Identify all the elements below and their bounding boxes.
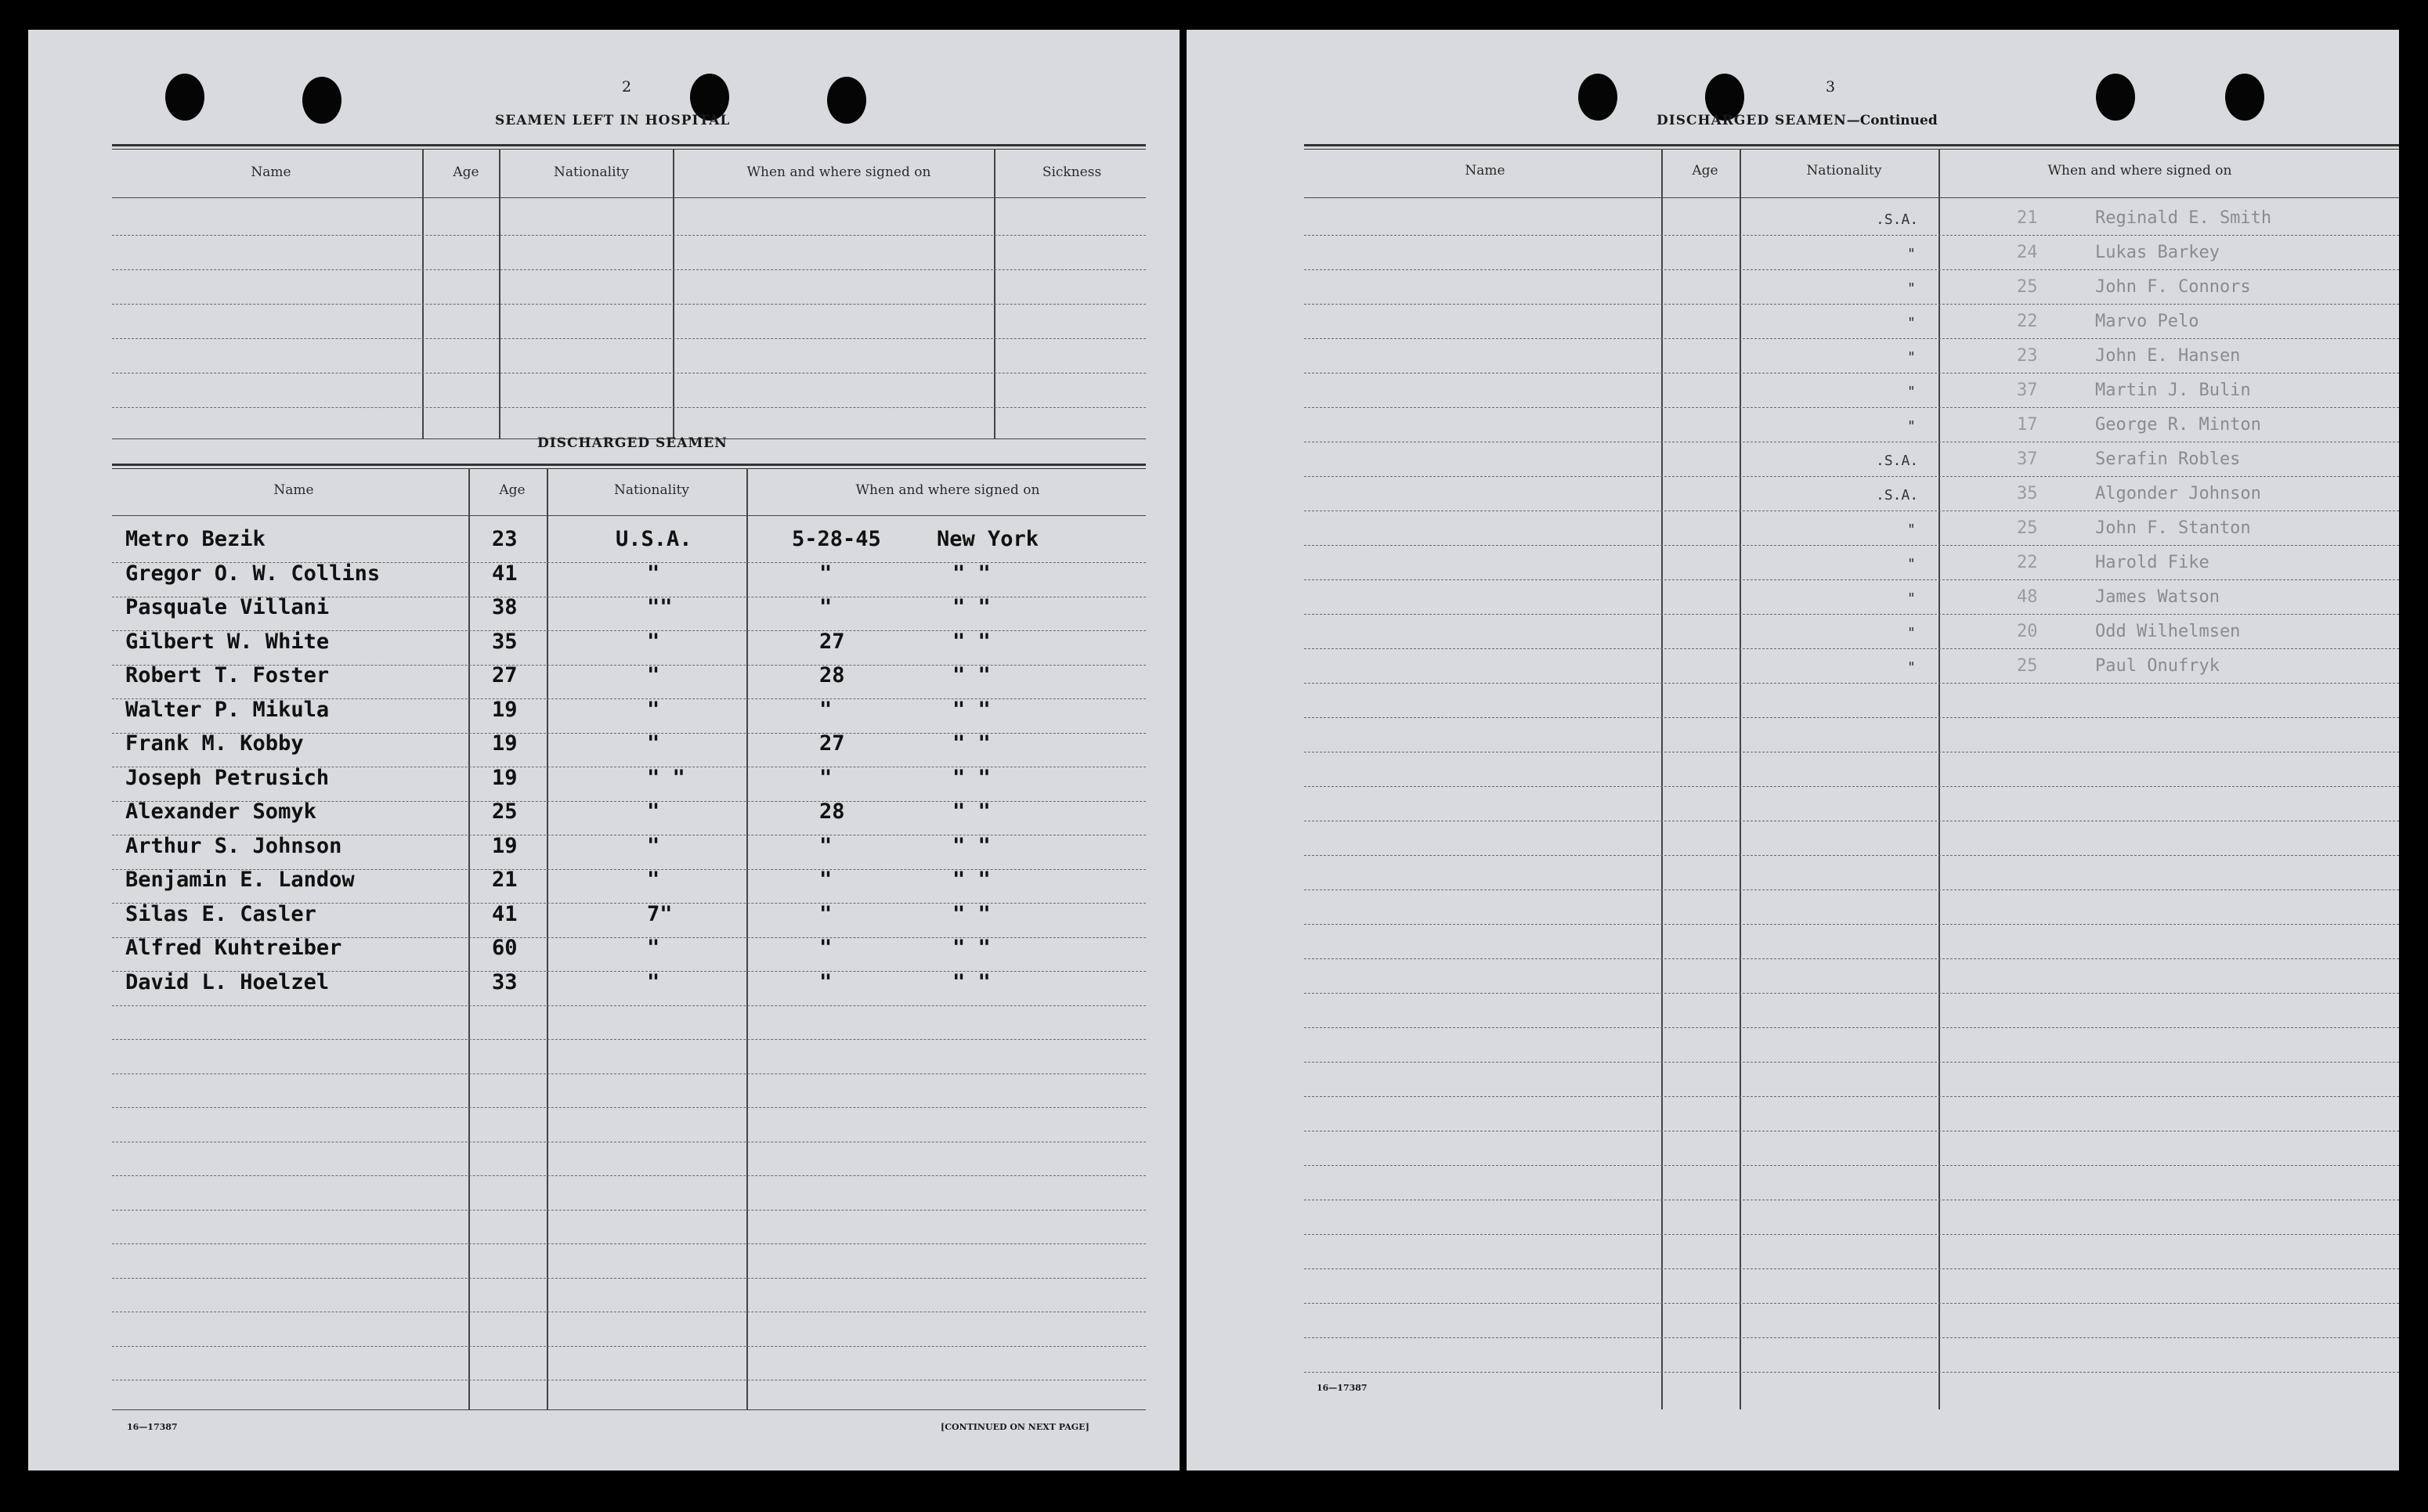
seaman-signed-date: " [819,833,833,858]
seaman-age: 60 [492,936,518,960]
seaman-name: Alfred Kuhtreiber [125,936,342,960]
ruled-line [112,1005,1146,1006]
seaman-name: Joseph Petrusich [125,765,330,790]
seaman-signed-place: " " [952,833,991,858]
seaman-signed-date: " [819,936,833,960]
seaman-signed-place: " " [952,561,991,586]
ruled-line [112,698,1146,699]
seaman-nationality: "" [647,595,673,619]
ruled-line [1304,476,2399,477]
left-page [28,30,1180,1471]
ruled-line [112,801,1146,802]
ruled-line [1304,993,2399,994]
seaman-nationality: " " [647,765,685,790]
ruled-line [112,630,1146,631]
nationality-mark: .S.A. [1876,453,1919,469]
col-signed-on: When and where signed on [2047,163,2232,179]
nationality-mark: .S.A. [1876,211,1919,228]
seaman-signed-date: 27 [819,731,845,756]
divider [468,468,470,1410]
nationality-mark: .S.A. [1876,487,1919,503]
ruled-line [1304,304,2399,305]
ruled-line [1304,1372,2399,1373]
nationality-mark: " [1907,521,1916,538]
seaman-age: 27 [492,663,518,687]
nationality-mark: " [1907,418,1916,435]
col-sickness: Sickness [1042,164,1102,180]
ruled-line [1304,1165,2399,1166]
seaman-nationality: " [647,969,660,994]
seaman-name: Gilbert W. White [125,629,330,654]
rule [1304,197,2399,198]
divider [499,149,500,438]
bleed-through-name: Marvo Pelo [2095,312,2199,331]
ruled-line [1304,1234,2399,1235]
col-signed-on: When and where signed on [855,482,1040,498]
col-nationality: Nationality [554,164,629,180]
punch-hole [2225,74,2264,121]
ruled-line [112,235,1146,236]
bleed-through-age: 22 [2017,553,2038,572]
ruled-line [112,562,1146,563]
bleed-through-name: Reginald E. Smith [2095,208,2272,228]
bleed-through-age: 22 [2017,312,2038,331]
seaman-signed-place: New York [937,527,1039,551]
col-signed-on: When and where signed on [746,164,931,180]
bleed-through-age: 25 [2017,656,2038,676]
seaman-age: 25 [492,799,518,824]
bleed-through-name: Serafin Robles [2095,449,2241,469]
title-main: DISCHARGED SEAMEN [1657,113,1847,128]
ruled-line [112,407,1146,408]
seaman-signed-date: " [819,765,833,790]
rule [112,144,1146,150]
seaman-signed-date: " [819,868,833,892]
title-suffix: —Continued [1846,113,1938,128]
seaman-signed-date: 28 [819,799,845,824]
ruled-line [112,338,1146,339]
ruled-line [112,733,1146,734]
seaman-name: Frank M. Kobby [125,731,304,756]
ruled-line [1304,648,2399,649]
seaman-nationality: " [647,936,660,960]
bleed-through-age: 48 [2017,587,2038,607]
seaman-name: Benjamin E. Landow [125,868,355,892]
col-name: Name [251,164,291,180]
bleed-through-name: James Watson [2095,587,2220,607]
seaman-age: 41 [492,561,518,586]
seaman-nationality: " [647,868,660,892]
ruled-line [1304,1337,2399,1338]
bleed-through-name: Algonder Johnson [2095,484,2261,503]
seaman-age: 35 [492,629,518,654]
seaman-signed-place: " " [952,868,991,892]
bleed-through-age: 37 [2017,449,2038,469]
ruled-line [1304,235,2399,236]
ruled-line [1304,1303,2399,1304]
seaman-age: 19 [492,833,518,858]
seaman-signed-date: " [819,595,833,619]
discharged-continued-title [1657,113,1938,128]
bleed-through-age: 17 [2017,415,2038,435]
bleed-through-age: 21 [2017,208,2038,228]
ruled-line [1304,786,2399,787]
right-page [1187,30,2399,1471]
seaman-nationality: " [647,629,660,654]
ruled-line [1304,1268,2399,1269]
seaman-nationality: 7" [647,901,673,926]
seaman-signed-place: " " [952,697,991,722]
seaman-signed-date: 28 [819,663,845,687]
ruled-line [1304,545,2399,546]
ruled-line [112,1175,1146,1176]
bleed-through-age: 20 [2017,622,2038,641]
ruled-line [112,1243,1146,1244]
seaman-signed-place: " " [952,901,991,926]
ruled-line [1304,855,2399,856]
bleed-through-name: George R. Minton [2095,415,2261,435]
seaman-name: Pasquale Villani [125,595,330,619]
seaman-signed-place: " " [952,731,991,756]
col-age: Age [499,482,526,498]
nationality-mark: " [1907,384,1916,400]
nationality-mark: " [1907,280,1916,297]
bleed-through-age: 24 [2017,243,2038,262]
seaman-signed-place: " " [952,799,991,824]
ruled-line [112,1210,1146,1211]
bleed-through-name: Martin J. Bulin [2095,381,2251,400]
bleed-through-age: 25 [2017,277,2038,297]
bleed-through-name: Paul Onufryk [2095,656,2220,676]
rule [112,515,1146,516]
bleed-through-age: 37 [2017,381,2038,400]
seaman-signed-place: " " [952,663,991,687]
seaman-signed-date: " [819,697,833,722]
seaman-signed-date: 27 [819,629,845,654]
punch-hole [165,74,204,121]
bleed-through-name: Odd Wilhelmsen [2095,622,2241,641]
nationality-mark: " [1907,246,1916,262]
bleed-through-age: 23 [2017,346,2038,366]
ruled-line [112,1346,1146,1347]
divider [673,149,674,438]
punch-hole [2096,74,2135,121]
seaman-signed-place: " " [952,969,991,994]
col-age: Age [1692,163,1718,179]
seaman-nationality: " [647,697,660,722]
nationality-mark: " [1907,625,1916,641]
ruled-line [112,937,1146,938]
seaman-signed-place: " " [952,595,991,619]
seaman-signed-place: " " [952,936,991,960]
seaman-name: Silas E. Casler [125,901,316,926]
ruled-line [1304,1062,2399,1063]
nationality-mark: " [1907,349,1916,366]
ruled-line [112,665,1146,666]
page-number: 3 [1826,78,1836,96]
nationality-mark: " [1907,659,1916,676]
divider [422,149,424,438]
seaman-nationality: " [647,663,660,687]
seaman-name: David L. Hoelzel [125,969,330,994]
divider [746,468,748,1410]
seaman-age: 23 [492,527,518,551]
ruled-line [1304,1027,2399,1028]
seaman-nationality: " [647,561,660,586]
seaman-name: Robert T. Foster [125,663,330,687]
bleed-through-name: John E. Hansen [2095,346,2241,366]
col-age: Age [453,164,479,180]
seaman-age: 19 [492,765,518,790]
seaman-name: Alexander Somyk [125,799,316,824]
punch-hole [302,77,341,124]
seaman-nationality: " [647,833,660,858]
ruled-line [1304,683,2399,684]
seaman-signed-date: 5-28-45 [792,527,881,551]
ruled-line [112,1278,1146,1279]
continued-note: [CONTINUED ON NEXT PAGE] [941,1422,1089,1432]
seaman-age: 41 [492,901,518,926]
ruled-line [1304,1096,2399,1097]
seaman-age: 19 [492,731,518,756]
punch-hole [827,77,866,124]
bleed-through-age: 35 [2017,484,2038,503]
seaman-name: Metro Bezik [125,527,266,551]
ruled-line [112,903,1146,904]
bleed-through-name: Harold Fike [2095,553,2209,572]
ruled-line [1304,924,2399,925]
ruled-line [1304,407,2399,408]
ruled-line [112,1107,1146,1108]
page-number: 2 [622,78,632,96]
seaman-name: Arthur S. Johnson [125,833,342,858]
ruled-line [1304,338,2399,339]
nationality-mark: " [1907,590,1916,607]
seaman-signed-date: " [819,901,833,926]
seaman-name: Walter P. Mikula [125,697,330,722]
ruled-line [1304,958,2399,959]
rule [1304,144,2399,150]
seaman-nationality: " [647,799,660,824]
ruled-line [112,869,1146,870]
hospital-section-title: SEAMEN LEFT IN HOSPITAL [495,113,731,128]
seaman-signed-date: " [819,561,833,586]
punch-hole [1578,74,1617,121]
ruled-line [1304,614,2399,615]
seaman-age: 38 [492,595,518,619]
seaman-nationality: U.S.A. [616,527,692,551]
ruled-line [112,971,1146,972]
form-number: 16—17387 [1317,1383,1368,1393]
ruled-line [112,304,1146,305]
ruled-line [1304,717,2399,718]
seaman-age: 19 [492,697,518,722]
seaman-signed-date: " [819,969,833,994]
bleed-through-name: Lukas Barkey [2095,243,2220,262]
form-number: 16—17387 [127,1422,178,1432]
divider [547,468,548,1410]
seaman-signed-place: " " [952,765,991,790]
col-nationality: Nationality [1806,163,1882,179]
rule [112,464,1146,469]
bleed-through-name: John F. Connors [2095,277,2251,297]
seaman-nationality: " [647,731,660,756]
nationality-mark: " [1907,315,1916,331]
seaman-age: 33 [492,969,518,994]
col-name: Name [273,482,314,498]
ruled-line [112,269,1146,270]
bleed-through-age: 25 [2017,518,2038,538]
ruled-line [112,1039,1146,1040]
ruled-line [1304,269,2399,270]
seaman-age: 21 [492,868,518,892]
rule [112,197,1146,198]
bleed-through-name: John F. Stanton [2095,518,2251,538]
divider [994,149,995,438]
col-nationality: Nationality [614,482,689,498]
nationality-mark: " [1907,556,1916,572]
ruled-line [1304,579,2399,580]
seaman-signed-place: " " [952,629,991,654]
discharged-section-title: DISCHARGED SEAMEN [537,435,728,451]
col-name: Name [1465,163,1505,179]
seaman-name: Gregor O. W. Collins [125,561,381,586]
rule [112,1409,1146,1410]
